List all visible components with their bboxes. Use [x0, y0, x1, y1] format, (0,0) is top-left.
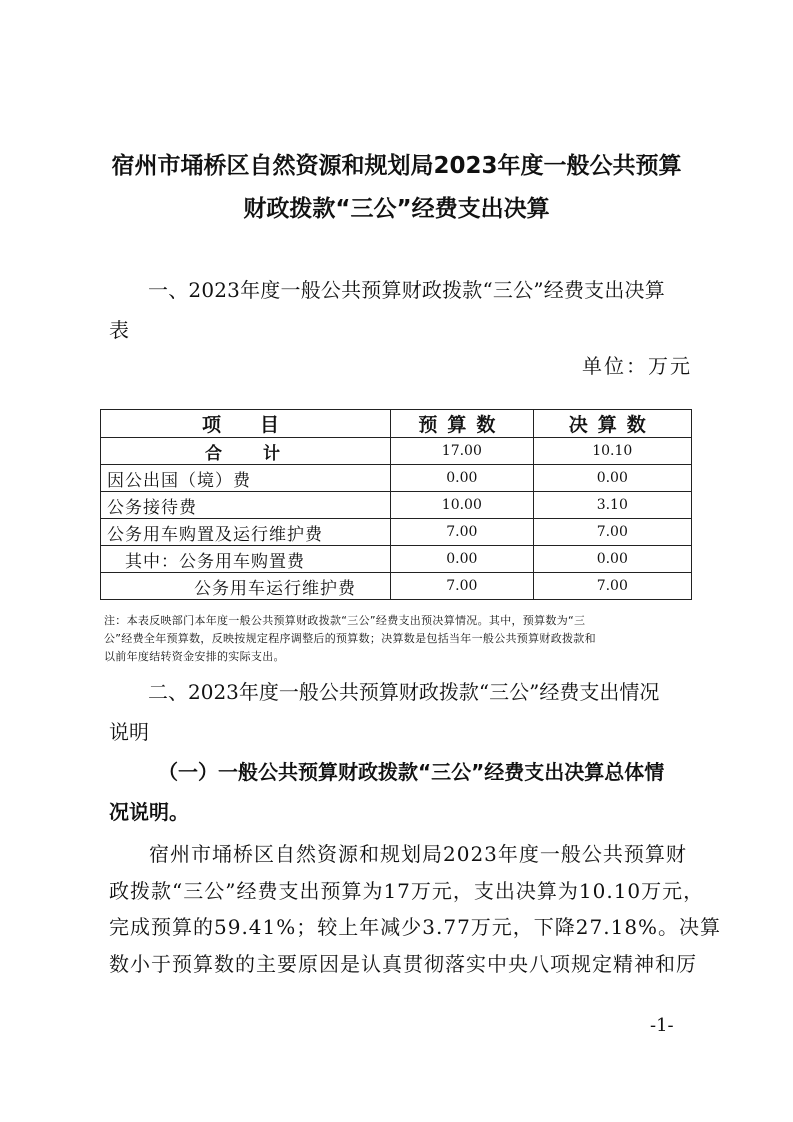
section1-heading-line2: 表 — [109, 318, 130, 342]
row-label: 公务接待费 — [101, 492, 391, 519]
document-title-line2: 财政拨款“三公”经费支出决算 — [243, 196, 550, 222]
row-budget-value: 17.00 — [391, 438, 533, 465]
row-budget-value: 0.00 — [391, 546, 533, 573]
row-label: 公务用车购置及运行维护费 — [101, 519, 391, 546]
row-actual-value: 7.00 — [533, 573, 691, 600]
table-row — [101, 438, 692, 465]
row-actual-value: 3.10 — [533, 492, 691, 519]
subsection1-heading-line2: 况说明。 — [109, 800, 189, 824]
page-number: -1- — [650, 1015, 674, 1036]
body-paragraph — [109, 836, 722, 982]
table-note — [104, 612, 694, 666]
column-header-item: 项 目 — [101, 410, 391, 438]
paragraph-line: 宿州市埇桥区自然资源和规划局2023年度一般公共预算财 — [149, 842, 687, 866]
section2-heading-line1: 二、2023年度一般公共预算财政拨款“三公”经费支出情况 — [148, 680, 660, 704]
paragraph-line: 政拨款“三公”经费支出预算为17万元，支出决算为10.10万元， — [109, 878, 705, 903]
budget-table — [100, 409, 692, 600]
paragraph-line: 数小于预算数的主要原因是认真贯彻落实中央八项规定精神和厉 — [109, 951, 697, 976]
row-actual-value: 7.00 — [533, 519, 691, 546]
document-title-line1: 宿州市埇桥区自然资源和规划局2023年度一般公共预算 — [111, 153, 682, 179]
table-row — [101, 492, 692, 519]
column-header-actual: 决算数 — [533, 410, 691, 438]
row-label: 公务用车运行维护费 — [101, 573, 391, 600]
section2-heading-line2: 说明 — [109, 720, 149, 744]
note-line: 注：本表反映部门本年度一般公共预算财政拨款“三公”经费支出预决算情况。其中，预算数为“三 — [104, 614, 586, 627]
column-header-budget: 预算数 — [391, 410, 533, 438]
paragraph-line: 完成预算的59.41%；较上年减少3.77万元，下降27.18%。决算 — [109, 915, 722, 939]
row-actual-value: 10.10 — [533, 438, 691, 465]
table-header-row — [101, 410, 692, 438]
row-actual-value: 0.00 — [533, 465, 691, 492]
subsection1-heading-line1: （一）一般公共预算财政拨款“三公”经费支出决算总体情 — [158, 760, 665, 784]
section1-heading-line1: 一、2023年度一般公共预算财政拨款“三公”经费支出决算 — [148, 278, 665, 302]
table-row — [101, 573, 692, 600]
table-row — [101, 546, 692, 573]
row-label: 其中：公务用车购置费 — [101, 546, 391, 573]
unit-label: 单位：万元 — [582, 354, 692, 378]
note-line: 公”经费全年预算数，反映按规定程序调整后的预算数；决算数是包括当年一般公共预算财政拨款和 — [104, 632, 596, 645]
row-actual-value: 0.00 — [533, 546, 691, 573]
row-label-total: 合 计 — [101, 438, 391, 465]
table-row — [101, 519, 692, 546]
row-budget-value: 0.00 — [391, 465, 533, 492]
row-budget-value: 7.00 — [391, 519, 533, 546]
note-line: 以前年度结转资金安排的实际支出。 — [104, 650, 285, 663]
row-label: 因公出国（境）费 — [101, 465, 391, 492]
row-budget-value: 10.00 — [391, 492, 533, 519]
table-row — [101, 465, 692, 492]
row-budget-value: 7.00 — [391, 573, 533, 600]
